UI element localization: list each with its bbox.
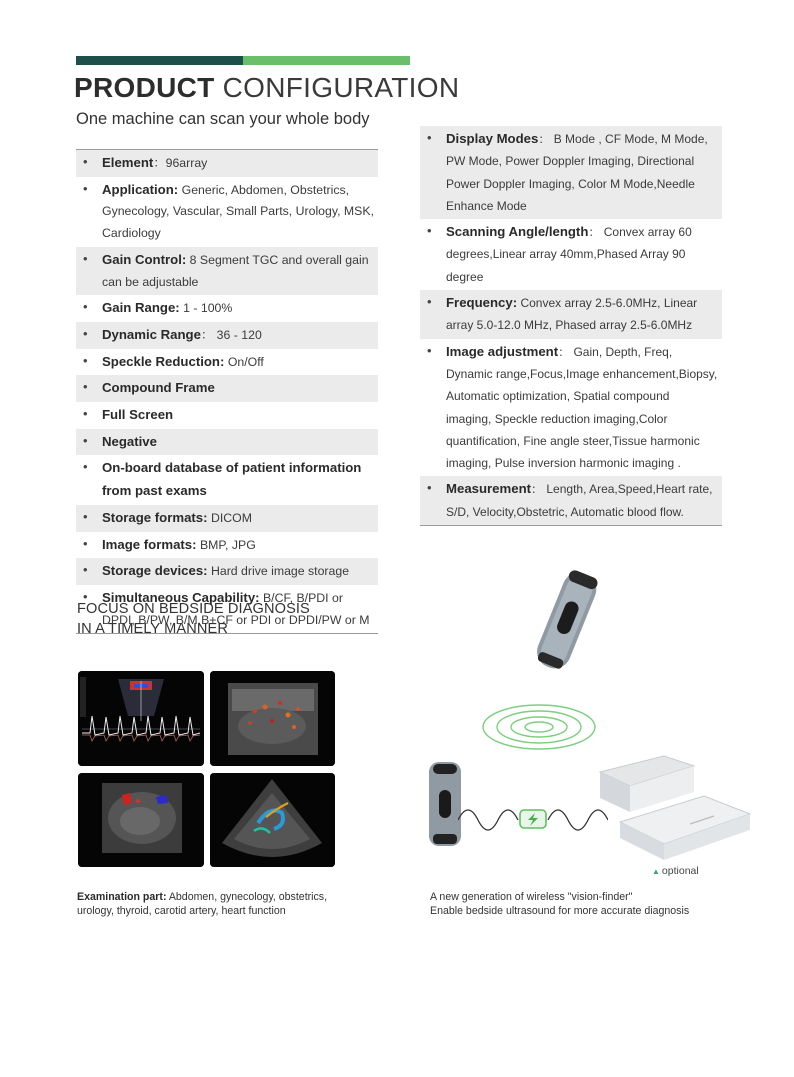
spec-value: DICOM <box>210 510 252 525</box>
device-caption-line2: Enable bedside ultrasound for more accurate diagnosis <box>430 904 690 917</box>
spec-value: 1 - 100% <box>183 301 233 316</box>
bullet-icon: • <box>83 379 88 395</box>
examination-caption <box>77 891 327 918</box>
spec-item <box>420 219 722 290</box>
bullet-icon: • <box>427 342 432 358</box>
spec-separator: ： <box>588 225 604 240</box>
spec-label: Image formats: <box>102 536 197 552</box>
bullet-icon: • <box>83 406 88 422</box>
spec-value: On/Off <box>227 354 264 369</box>
spec-label: Image adjustment <box>446 343 559 359</box>
spec-label: On-board database of patient information from past exams <box>102 460 362 499</box>
spec-separator: ： <box>153 156 166 170</box>
doppler-waveform-graphic <box>78 671 204 766</box>
ultrasound-image-cardiac-doppler <box>78 671 204 766</box>
spec-item <box>420 290 722 339</box>
spec-value: BMP, JPG <box>199 537 256 552</box>
spec-item <box>76 177 378 247</box>
bullet-icon: • <box>427 223 432 239</box>
charging-wave-icon <box>458 800 608 840</box>
spec-separator: ： <box>531 482 547 497</box>
triangle-marker-icon: ▲ <box>652 867 660 876</box>
spec-value: Generic, Abdomen, Obstetrics, Gynecology, Vascular, Small Parts, Urology, MSK, Cardiology <box>102 182 374 241</box>
bullet-icon: • <box>427 294 432 310</box>
spec-label: Gain Control: <box>102 251 187 267</box>
ultrasound-image-carotid-color-doppler <box>78 773 204 867</box>
spec-label: Application: <box>102 181 179 197</box>
spec-item <box>420 126 722 219</box>
spec-item <box>76 402 378 429</box>
spec-value: 8 Segment TGC and overall gain can be adjustable <box>102 252 369 289</box>
spec-label: Display Modes <box>446 131 539 146</box>
bullet-icon: • <box>83 459 88 475</box>
spec-separator: ： <box>558 344 574 359</box>
spec-value: 96array <box>165 156 208 170</box>
spec-label: Simultaneous Capability: <box>102 589 260 605</box>
spec-item <box>76 322 378 349</box>
bullet-icon: • <box>83 299 88 315</box>
spec-value: Gain, Depth, Freq, Dynamic range,Focus,Image enhancement,Biopsy, Automatic optimization, Spatial compound imaging, Speckle reduction imaging,Color quantification, Fine angle steer,Tissue harmonic imaging, Pulse inversion harmonic imaging . <box>446 344 718 471</box>
spec-label: Element <box>102 155 154 170</box>
ultrasound-image-abdomen-color-flow <box>210 773 335 867</box>
ultrasound-image-thyroid-power-doppler <box>210 671 335 766</box>
title-light: CONFIGURATION <box>222 72 460 103</box>
spec-label: Frequency: <box>446 295 518 311</box>
header-accent-bar <box>76 56 410 65</box>
section-heading-line2: IN A TIMELY MANNER <box>77 621 229 637</box>
carotid-scan-graphic <box>78 773 204 867</box>
spec-item <box>76 150 378 177</box>
bullet-icon: • <box>83 588 88 604</box>
examination-caption-text-2: urology, thyroid, carotid artery, heart function <box>77 904 286 917</box>
bullet-icon: • <box>83 432 88 448</box>
device-caption <box>430 891 689 918</box>
device-caption-line1: A new generation of wireless "vision-finder" <box>430 891 633 903</box>
wireless-probe-product-image <box>515 566 615 678</box>
bullet-icon: • <box>83 250 88 266</box>
spec-item <box>76 295 378 322</box>
spec-label: Full Screen <box>102 407 174 423</box>
optional-label <box>652 865 699 877</box>
spec-label: Storage formats: <box>102 509 208 525</box>
spec-value: 36 - 120 <box>216 327 262 342</box>
bullet-icon: • <box>83 352 88 368</box>
bullet-icon: • <box>427 480 432 496</box>
spec-value: B Mode , CF Mode, M Mode, PW Mode, Power Doppler Imaging, Directional Power Doppler Imaging, Color M Mode,Needle Enhance Mode <box>446 132 708 213</box>
spec-value: Convex array 2.5-6.0MHz, Linear array 5.0-12.0 MHz, Phased array 2.5-6.0MHz <box>446 296 698 333</box>
spec-label: Storage devices: <box>102 563 208 579</box>
examination-caption-text-1: Abdomen, gynecology, obstetrics, <box>168 891 328 903</box>
section-heading <box>77 599 310 639</box>
bullet-icon: • <box>83 535 88 551</box>
bullet-icon: • <box>83 562 88 578</box>
accent-bar-dark <box>76 56 243 65</box>
spec-item <box>76 505 378 532</box>
spec-value: Hard drive image storage <box>210 564 350 579</box>
spec-label: Negative <box>102 433 157 449</box>
spec-label: Speckle Reduction: <box>102 353 225 369</box>
spec-label: Compound Frame <box>102 380 215 396</box>
bullet-icon: • <box>427 130 432 145</box>
optional-text: optional <box>661 865 699 877</box>
bullet-icon: • <box>83 325 88 341</box>
spec-item <box>76 558 378 585</box>
bullet-icon: • <box>83 180 88 196</box>
spec-separator: ： <box>200 327 217 342</box>
spec-item <box>76 247 378 295</box>
page-title <box>74 72 459 104</box>
charging-case-image <box>594 752 754 864</box>
thyroid-scan-graphic <box>210 671 335 766</box>
page-subtitle: One machine can scan your whole body <box>76 110 370 128</box>
spec-label: Scanning Angle/length <box>446 224 589 240</box>
section-heading-line1: FOCUS ON BEDSIDE DIAGNOSIS <box>77 601 310 617</box>
examination-caption-label: Examination part: <box>77 891 167 903</box>
title-strong: PRODUCT <box>74 72 215 103</box>
bullet-icon: • <box>83 154 88 169</box>
spec-list-left <box>76 149 378 634</box>
spec-label: Dynamic Range <box>102 326 201 342</box>
spec-label: Gain Range: <box>102 300 180 316</box>
spec-item <box>76 429 378 456</box>
abdomen-scan-graphic <box>210 773 335 867</box>
spec-item <box>76 349 378 376</box>
spec-item <box>420 339 722 477</box>
wireless-signal-icon <box>480 702 598 752</box>
spec-value: Convex array 60 degrees,Linear array 40mm,Phased Array 90 degree <box>446 225 692 284</box>
accent-bar-light <box>243 56 410 65</box>
spec-separator: ： <box>538 132 554 146</box>
spec-list-right <box>420 126 722 526</box>
bullet-icon: • <box>83 508 88 524</box>
spec-item <box>76 375 378 402</box>
spec-item <box>76 532 378 559</box>
spec-item <box>76 455 378 504</box>
spec-value: Length, Area,Speed,Heart rate, S/D, Velocity,Obstetric, Automatic blood flow. <box>446 482 713 519</box>
spec-value: B/CF, B/PDI or DPDI, B/PW, B/M,B+CF or PDI or DPDI/PW or M <box>102 590 370 627</box>
spec-item <box>420 476 722 525</box>
spec-label: Measurement <box>446 481 532 497</box>
